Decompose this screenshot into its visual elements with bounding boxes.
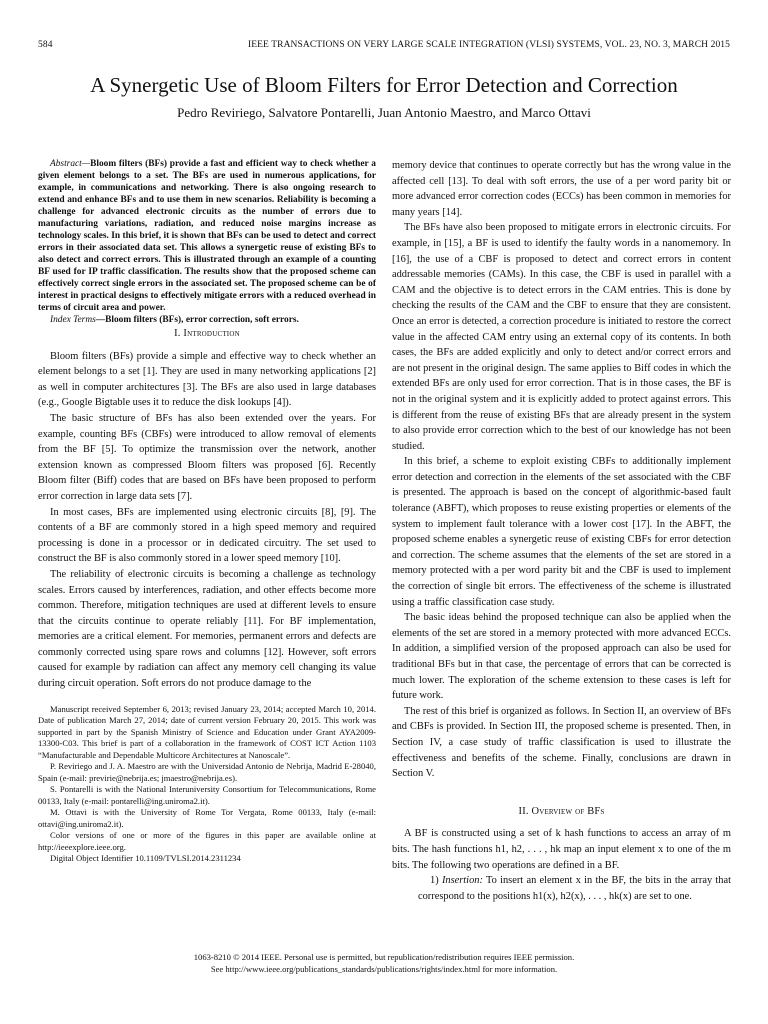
paragraph: In most cases, BFs are implemented using electronic circuits [8], [9]. The contents of a BF are commonly stored in a high speed memory and required processing is done in a processor or in dedicated circuitry. The set used to construct the BF is also commonly stored in a lower speed memory [10]. bbox=[38, 506, 376, 565]
index-terms-text: Bloom filters (BFs), error correction, soft errors. bbox=[105, 315, 299, 325]
paragraph: memory device that continues to operate correctly but has the wrong value in the affected cell [13]. To deal with soft errors, the use of a per word parity bit or more advanced error correction codes (ECCs) has been common in memories for many years [14]. bbox=[392, 160, 731, 218]
paragraph: The reliability of electronic circuits is becoming a challenge as technology scales. Errors caused by interferences, radiation, and other effects become more common. Therefore, mitigation techniques are used at different levels to ensure that the circuits continue to operate reliably [11]. For BF implementation, memories are a critical element. For memories, permanent errors and defects are commonly corrected using spare rows and columns [12]. However, soft errors caused for example by radiation can affect any memory cell changing its value during circuit operation. Soft errors do not produce damage to the bbox=[38, 568, 376, 690]
paragraph: In this brief, a scheme to exploit existing CBFs to additionally implement error detection and correction in the elements of the set associated with the CBF is presented. The approach is based on the concept of algorithmic-based fault tolerance (ABFT), which proposes to reuse existing properties or elements of the system to implement fault tolerance with a lower cost [17]. In the ABFT, the proposed scheme enables a synergetic reuse of existing CBFs for error detection and correction. The scheme assumes that the elements of the set are stored in a memory protected with a per word parity bit and the CBF is used to implement the correction of single bit errors. The effectiveness of the scheme is illustrated using a traffic classification case study. bbox=[392, 456, 731, 608]
copyright-footer bbox=[38, 951, 730, 975]
running-header bbox=[38, 40, 730, 54]
abstract: Abstract—Bloom filters (BFs) provide a fast and efficient way to check whether a given element belongs to a set. The BFs are used in numerous applications, for example, in communications and networking. There is also ongoing research to extend and enhance BFs and to use them in new scenarios. Reliability is becoming a challenge for advanced electronic circuits as the number of errors due to manufacturing variations, radiation, and reduced noise margins increase as technology scales. In this brief, it is shown that BFs can be used to detect and correct errors in their associated data set. This allows a synergetic reuse of existing BFs to also detect and correct errors. This is illustrated through an example of a counting BF used for IP traffic classification. The results show that the proposed scheme can effectively correct single errors in the associated set. The proposed scheme can be of interest in practical designs to effectively mitigate errors with a reduced overhead in terms of circuit area and power. bbox=[38, 159, 376, 313]
paragraph: Bloom filters (BFs) provide a simple and effective way to check whether an element belongs to a set [1]. They are used in many networking applications [2] as well in computer architectures [3]. The BFs are also used in large databases (e.g., Google Bigtable uses it to reduce the disk lookups [4]). bbox=[38, 350, 376, 409]
footnote-affiliation: S. Pontarelli is with the National Interuniversity Consortium for Telecommunications, Rome 00133, Italy (e-mail: pontarelli@ing.uniroma2.it). bbox=[38, 784, 376, 806]
paragraph: The basic structure of BFs has also been extended over the years. For example, counting BFs (CBFs) were introduced to allow removal of elements from the BF [5]. To optimize the transmission over the network, another extension known as compressed Bloom filters was proposed [6]. Recently Bloom filter (Biff) codes that are based on BFs have been proposed to perform error correction in large data sets [7]. bbox=[38, 412, 376, 502]
paper-title: A Synergetic Use of Bloom Filters for Error Detection and Correction bbox=[90, 73, 678, 97]
section-number: II. bbox=[518, 805, 529, 817]
list-number: 1) bbox=[430, 875, 439, 887]
section-heading-overview bbox=[392, 804, 731, 820]
footnote-manuscript: Manuscript received September 6, 2013; revised January 23, 2014; accepted March 10, 2014. Date of publication March 27, 2014; date of current version February 20, 2015. This work was supported in part by the Spanish Ministry of Science and Education under Grant AYA2009-13300-C03. This brief is part of a collaboration in the framework of COST ICT Action 1103 “Manufacturable and Dependable Multicore Architectures at Nanoscale”. bbox=[38, 703, 376, 760]
section-title: Introduction bbox=[183, 328, 240, 339]
paragraph: The basic ideas behind the proposed technique can also be applied when the elements of the set are stored in a memory protected with more advanced ECCs. In addition, a simplified version of the proposed approach can also be used for traditional BFs but in that case, the percentage of errors that can be corrected is much lower. The exploration of the scheme extension to these cases is left for future work. bbox=[392, 612, 731, 702]
paragraph: The rest of this brief is organized as follows. In Section II, an overview of BFs and CBFs is provided. In Section III, the proposed scheme is presented. Then, in Section IV, a case study of traffic classification is used to illustrate the effectiveness and benefits of the scheme. Finally, conclusions are drawn in Section V. bbox=[392, 705, 731, 780]
footnote-color: Color versions of one or more of the figures in this paper are available online at http://ieeexplore.ieee.org. bbox=[38, 830, 376, 852]
section-heading-introduction bbox=[38, 326, 376, 342]
section-number: I. bbox=[174, 328, 181, 339]
footnotes bbox=[38, 704, 376, 865]
copyright-line: 1063-8210 © 2014 IEEE. Personal use is permitted, but republication/redistribution requires IEEE permission. bbox=[193, 952, 575, 962]
paragraph: The BFs have also been proposed to mitigate errors in electronic circuits. For example, in [15], a BF is used to identify the faulty words in a nanomemory. In [16], the use of a CBF is proposed to detect and correct errors in content addressable memories (CAMs). In this case, the CBF is used in parallel with a CAM and the objective is to detect errors in the CAM entries. This is done by checking the results of the CAM and the CBF to ensure that they are consistent. Once an error is detected, a correction procedure is initiated to restore the correct value in the affected CAM entry using an external copy of its contents. In both cases, the BFs are added explicitly and only to detect and/or correct errors and are not present in the original design. The same applies to Biff codes in which the extended BFs are only used for error correction. That is in those cases, the BF is not in the original system and it is explicitly added to protect against errors. This is different from the reuse of existing BFs that are already present in the system to also provide error correction which to the best of our knowledge has not been studied. bbox=[392, 222, 731, 452]
index-terms-label: Index Terms bbox=[50, 315, 96, 325]
list-text: To insert an element x in the BF, the bits in the array that correspond to the positions h1(x), h2(x), . . . , hk(x) are set to one. bbox=[418, 875, 731, 902]
footnote-affiliation: P. Reviriego and J. A. Maestro are with the Universidad Antonio de Nebrija, Madrid E-28040, Spain (e-mail: previrie@nebrija.es; jmaestro@nebrija.es). bbox=[38, 761, 376, 783]
footnote-affiliation: M. Ottavi is with the University of Rome Tor Vergata, Rome 00133, Italy (e-mail: ottavi@ing.uniroma2.it). bbox=[38, 807, 376, 829]
list-label: Insertion: bbox=[441, 875, 483, 887]
paragraph: A BF is constructed using a set of k hash functions to access an array of m bits. The hash functions h1, h2, . . . , hk map an input element x to one of the m bits. The following two operations are defined in a BF. bbox=[392, 828, 731, 871]
abstract-text: Bloom filters (BFs) provide a fast and efficient way to check whether a given element belongs to a set. The BFs are used in numerous applications, for example, in communications and networking. There is also ongoing research to extend and enhance BFs and to use them in new scenarios. Reliability is becoming a challenge for advanced electronic circuits as the number of errors due to manufacturing variations, radiation, and reduced noise margins increase as technology scales. In this brief, it is shown that BFs can be used to detect and correct errors in their associated data set. This allows a synergetic reuse of existing BFs to also detect and correct errors. This is illustrated through an example of a counting BF used for IP traffic classification. The results show that the proposed scheme can effectively correct single errors in the associated set. The proposed scheme can be of interest in practical designs to effectively mitigate errors with a reduced overhead in terms of circuit area and power. bbox=[38, 159, 376, 313]
left-column bbox=[38, 158, 376, 865]
list-item bbox=[392, 873, 731, 904]
abstract-label: Abstract bbox=[50, 159, 82, 169]
right-column bbox=[392, 158, 731, 904]
rights-link-line: See http://www.ieee.org/publications_standards/publications/rights/index.html for more information. bbox=[210, 964, 558, 974]
footnote-doi: Digital Object Identifier 10.1109/TVLSI.2014.2311234 bbox=[50, 853, 241, 864]
journal-name: IEEE TRANSACTIONS ON VERY LARGE SCALE INTEGRATION (VLSI) SYSTEMS, VOL. 23, NO. 3, MARCH 2015 bbox=[247, 40, 730, 50]
page-number: 584 bbox=[38, 40, 53, 50]
section-title: Overview of BFs bbox=[531, 805, 605, 817]
author-list: Pedro Reviriego, Salvatore Pontarelli, Juan Antonio Maestro, and Marco Ottavi bbox=[177, 105, 591, 120]
index-terms: Index Terms—Bloom filters (BFs), error correction, soft errors. bbox=[50, 315, 299, 325]
